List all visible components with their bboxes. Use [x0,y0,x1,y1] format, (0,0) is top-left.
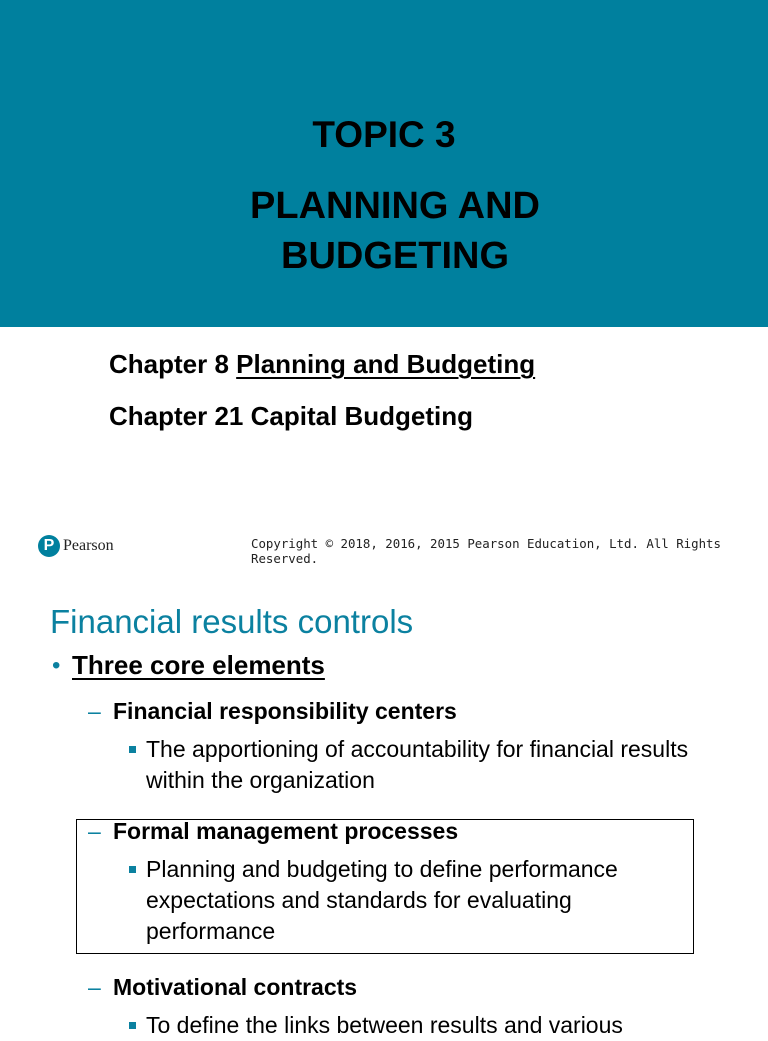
chapter-8-prefix: Chapter 8 [109,349,229,379]
dash-icon: – [88,698,101,724]
topic-heading: TOPIC 3 [312,114,456,155]
slide-title: PLANNING AND BUDGETING [250,185,540,277]
item-detail: The apportioning of accountability for financial results within the organization [146,736,689,793]
item-detail: To define the links between results and various [146,1012,623,1038]
square-bullet-icon [129,746,136,753]
dash-icon: – [88,818,101,844]
chapter-8-link[interactable]: Planning and Budgeting [236,349,536,379]
square-bullet-icon [129,1022,136,1029]
pearson-p-icon: P [38,535,60,557]
square-bullet-icon [129,866,136,873]
dash-icon: – [88,974,101,1000]
item-heading: Financial responsibility centers [113,698,457,724]
item-heading: Formal management processes [113,818,459,844]
item-detail: Planning and budgeting to define performance expectations and standards for evaluating performance [146,856,618,944]
pearson-wordmark: Pearson [63,537,114,554]
slide2-title: Financial results controls [50,603,414,640]
bullet-dot-icon: • [52,652,61,679]
chapter-8-line [109,349,535,380]
core-elements-bullet: Three core elements [72,650,325,680]
pearson-logo [38,535,114,557]
chapter-21-line: Chapter 21 Capital Budgeting [109,401,474,431]
item-heading: Motivational contracts [113,974,358,1000]
copyright-notice: Copyright © 2018, 2016, 2015 Pearson Education, Ltd. All Rights Reserved. [251,536,721,566]
